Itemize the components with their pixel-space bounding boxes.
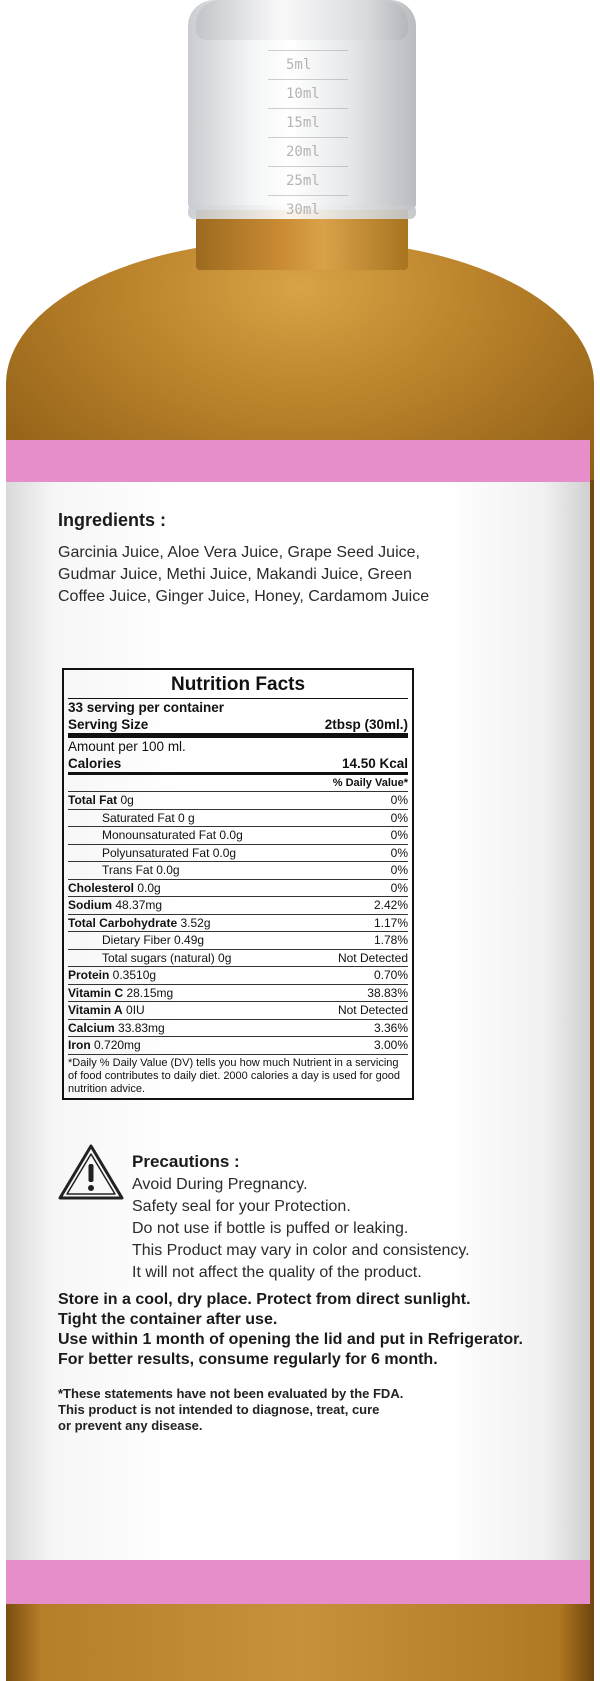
nutrient-name bbox=[68, 862, 180, 879]
servings-text: 33 serving per container bbox=[68, 700, 225, 715]
ingredients-line: Gudmar Juice, Methi Juice, Makandi Juice, Green bbox=[58, 566, 412, 583]
nutrient-row bbox=[68, 880, 408, 898]
storage-line: For better results, consume regularly for 6 month. bbox=[58, 1351, 438, 1368]
cap-measuring-scale bbox=[268, 50, 348, 250]
nutrient-name bbox=[68, 932, 204, 949]
calories-label: Calories bbox=[68, 756, 122, 771]
calories-row bbox=[68, 755, 408, 775]
label-stripe-bottom bbox=[6, 1560, 590, 1604]
nutrient-daily-value: 3.36% bbox=[373, 1020, 408, 1035]
nutrient-row bbox=[68, 950, 408, 968]
precautions-title: Precautions : bbox=[132, 1152, 240, 1171]
nutrient-amount: 0.0g bbox=[134, 880, 161, 895]
serving-size-label: Serving Size bbox=[68, 717, 149, 732]
nutrient-amount: Monounsaturated Fat 0.0g bbox=[102, 828, 243, 842]
serving-size-row bbox=[68, 716, 408, 738]
daily-value-header: % Daily Value* bbox=[68, 775, 408, 792]
nutrient-daily-value: Not Detected bbox=[337, 1003, 408, 1017]
fda-disclaimer bbox=[58, 1386, 403, 1434]
nutrient-name-bold: Total Carbohydrate bbox=[68, 915, 178, 930]
nutrient-row bbox=[68, 810, 408, 828]
precaution-item: Safety seal for your Protection. bbox=[132, 1198, 351, 1215]
nutrition-footnote: *Daily % Daily Value (DV) tells you how much Nutrient in a servicing of food contributes to daily diet. 2000 calories a day is used for good nutrition advice. bbox=[68, 1056, 401, 1095]
precautions-list bbox=[132, 1174, 470, 1284]
nutrient-amount: Trans Fat 0.0g bbox=[102, 863, 180, 877]
nutrient-daily-value: 0% bbox=[390, 793, 408, 807]
amount-per-row bbox=[68, 738, 408, 755]
nutrient-daily-value: 0% bbox=[390, 828, 408, 842]
precaution-item: This Product may vary in color and consistency. bbox=[132, 1242, 470, 1259]
nutrient-name-bold: Vitamin A bbox=[68, 1003, 123, 1017]
nutrient-name bbox=[68, 1002, 145, 1019]
nutrient-row bbox=[68, 897, 408, 915]
nutrient-row bbox=[68, 792, 408, 810]
nutrient-daily-value: 0% bbox=[390, 880, 408, 895]
nutrient-name bbox=[68, 827, 243, 844]
nutrient-row bbox=[68, 1037, 408, 1055]
nutrition-facts-title: Nutrition Facts bbox=[68, 674, 408, 699]
nutrient-row bbox=[68, 827, 408, 845]
scale-mark: 30ml bbox=[268, 195, 348, 224]
warning-icon bbox=[56, 1142, 126, 1202]
nutrient-name bbox=[68, 985, 173, 1002]
nutrient-amount: 28.15mg bbox=[123, 985, 174, 1000]
nutrient-amount: 3.52g bbox=[177, 915, 211, 930]
nutrient-row bbox=[68, 862, 408, 880]
label-stripe-top bbox=[6, 440, 590, 482]
nutrient-amount: 0.3510g bbox=[109, 968, 157, 982]
scale-mark: 15ml bbox=[268, 108, 348, 137]
nutrient-name-bold: Total Fat bbox=[68, 793, 118, 807]
serving-size-value: 2tbsp (30ml.) bbox=[324, 717, 408, 732]
nutrient-name bbox=[68, 845, 236, 862]
nutrient-row bbox=[68, 985, 408, 1003]
nutrient-row bbox=[68, 1020, 408, 1038]
nutrient-daily-value: 38.83% bbox=[367, 985, 408, 1000]
nutrient-amount: Total sugars (natural) 0g bbox=[102, 950, 232, 965]
ingredients-line: Coffee Juice, Ginger Juice, Honey, Cardamom Juice bbox=[58, 588, 430, 605]
nutrient-row bbox=[68, 932, 408, 950]
nutrient-daily-value: 3.00% bbox=[373, 1038, 408, 1052]
storage-line: Use within 1 month of opening the lid and put in Refrigerator. bbox=[58, 1331, 523, 1348]
nutrient-name bbox=[68, 1037, 141, 1054]
nutrient-row bbox=[68, 1002, 408, 1020]
nutrient-name bbox=[68, 1020, 165, 1037]
nutrient-daily-value: 1.17% bbox=[373, 915, 408, 930]
nutrient-amount: Saturated Fat 0 g bbox=[102, 810, 195, 825]
nutrient-amount: 48.37mg bbox=[112, 898, 163, 912]
scale-mark: 10ml bbox=[268, 79, 348, 108]
nutrient-amount: 33.83mg bbox=[114, 1020, 165, 1035]
servings-per-container bbox=[68, 699, 408, 716]
nutrient-row bbox=[68, 915, 408, 933]
storage-line: Tight the container after use. bbox=[58, 1311, 278, 1328]
nutrient-name bbox=[68, 810, 195, 827]
disclaimer-line: or prevent any disease. bbox=[58, 1418, 203, 1433]
nutrient-daily-value: 2.42% bbox=[373, 898, 408, 912]
cap-rim bbox=[196, 0, 408, 40]
amount-per-text: Amount per 100 ml. bbox=[68, 739, 186, 754]
nutrient-daily-value: 0% bbox=[390, 810, 408, 825]
disclaimer-line: This product is not intended to diagnose, treat, cure bbox=[58, 1402, 380, 1417]
nutrient-amount: 0IU bbox=[122, 1003, 145, 1017]
nutrient-name bbox=[68, 880, 161, 897]
scale-mark: 5ml bbox=[268, 50, 348, 79]
precaution-item: Avoid During Pregnancy. bbox=[132, 1176, 308, 1193]
nutrient-name-bold: Iron bbox=[68, 1038, 91, 1052]
nutrient-name bbox=[68, 915, 211, 932]
nutrient-rows bbox=[68, 792, 408, 1055]
nutrient-daily-value: 0% bbox=[390, 863, 408, 877]
calories-value: 14.50 Kcal bbox=[341, 756, 408, 771]
nutrient-row bbox=[68, 845, 408, 863]
nutrient-amount: Polyunsaturated Fat 0.0g bbox=[102, 845, 237, 860]
nutrient-daily-value: 0.70% bbox=[373, 968, 408, 982]
disclaimer-line: *These statements have not been evaluated by the FDA. bbox=[58, 1386, 404, 1401]
nutrient-name-bold: Vitamin C bbox=[68, 985, 124, 1000]
nutrient-name-bold: Protein bbox=[68, 968, 110, 982]
ingredients-title: Ingredients : bbox=[58, 510, 167, 530]
nutrient-name-bold: Cholesterol bbox=[68, 880, 135, 895]
precaution-item: It will not affect the quality of the product. bbox=[132, 1264, 422, 1281]
nutrient-daily-value: 0% bbox=[390, 845, 408, 860]
storage-line: Store in a cool, dry place. Protect from direct sunlight. bbox=[58, 1291, 471, 1308]
nutrient-daily-value: 1.78% bbox=[373, 933, 408, 947]
nutrient-name bbox=[68, 897, 162, 914]
nutrient-name-bold: Calcium bbox=[68, 1020, 115, 1035]
nutrient-amount: 0g bbox=[117, 793, 134, 807]
storage-instructions bbox=[58, 1290, 523, 1370]
nutrient-name bbox=[68, 967, 156, 984]
ingredients-list bbox=[58, 542, 478, 608]
nutrient-daily-value: Not Detected bbox=[337, 950, 408, 965]
nutrient-name bbox=[68, 792, 134, 809]
precaution-item: Do not use if bottle is puffed or leaking. bbox=[132, 1220, 409, 1237]
nutrient-row bbox=[68, 967, 408, 985]
nutrient-name bbox=[68, 950, 231, 967]
ingredients-line: Garcinia Juice, Aloe Vera Juice, Grape Seed Juice, bbox=[58, 544, 420, 561]
nutrient-amount: Dietary Fiber 0.49g bbox=[102, 933, 205, 947]
scale-mark: 25ml bbox=[268, 166, 348, 195]
nutrient-name-bold: Sodium bbox=[68, 898, 112, 912]
nutrient-amount: 0.720mg bbox=[90, 1038, 141, 1052]
scale-mark: 20ml bbox=[268, 137, 348, 166]
nutrition-facts-panel bbox=[62, 668, 414, 1100]
